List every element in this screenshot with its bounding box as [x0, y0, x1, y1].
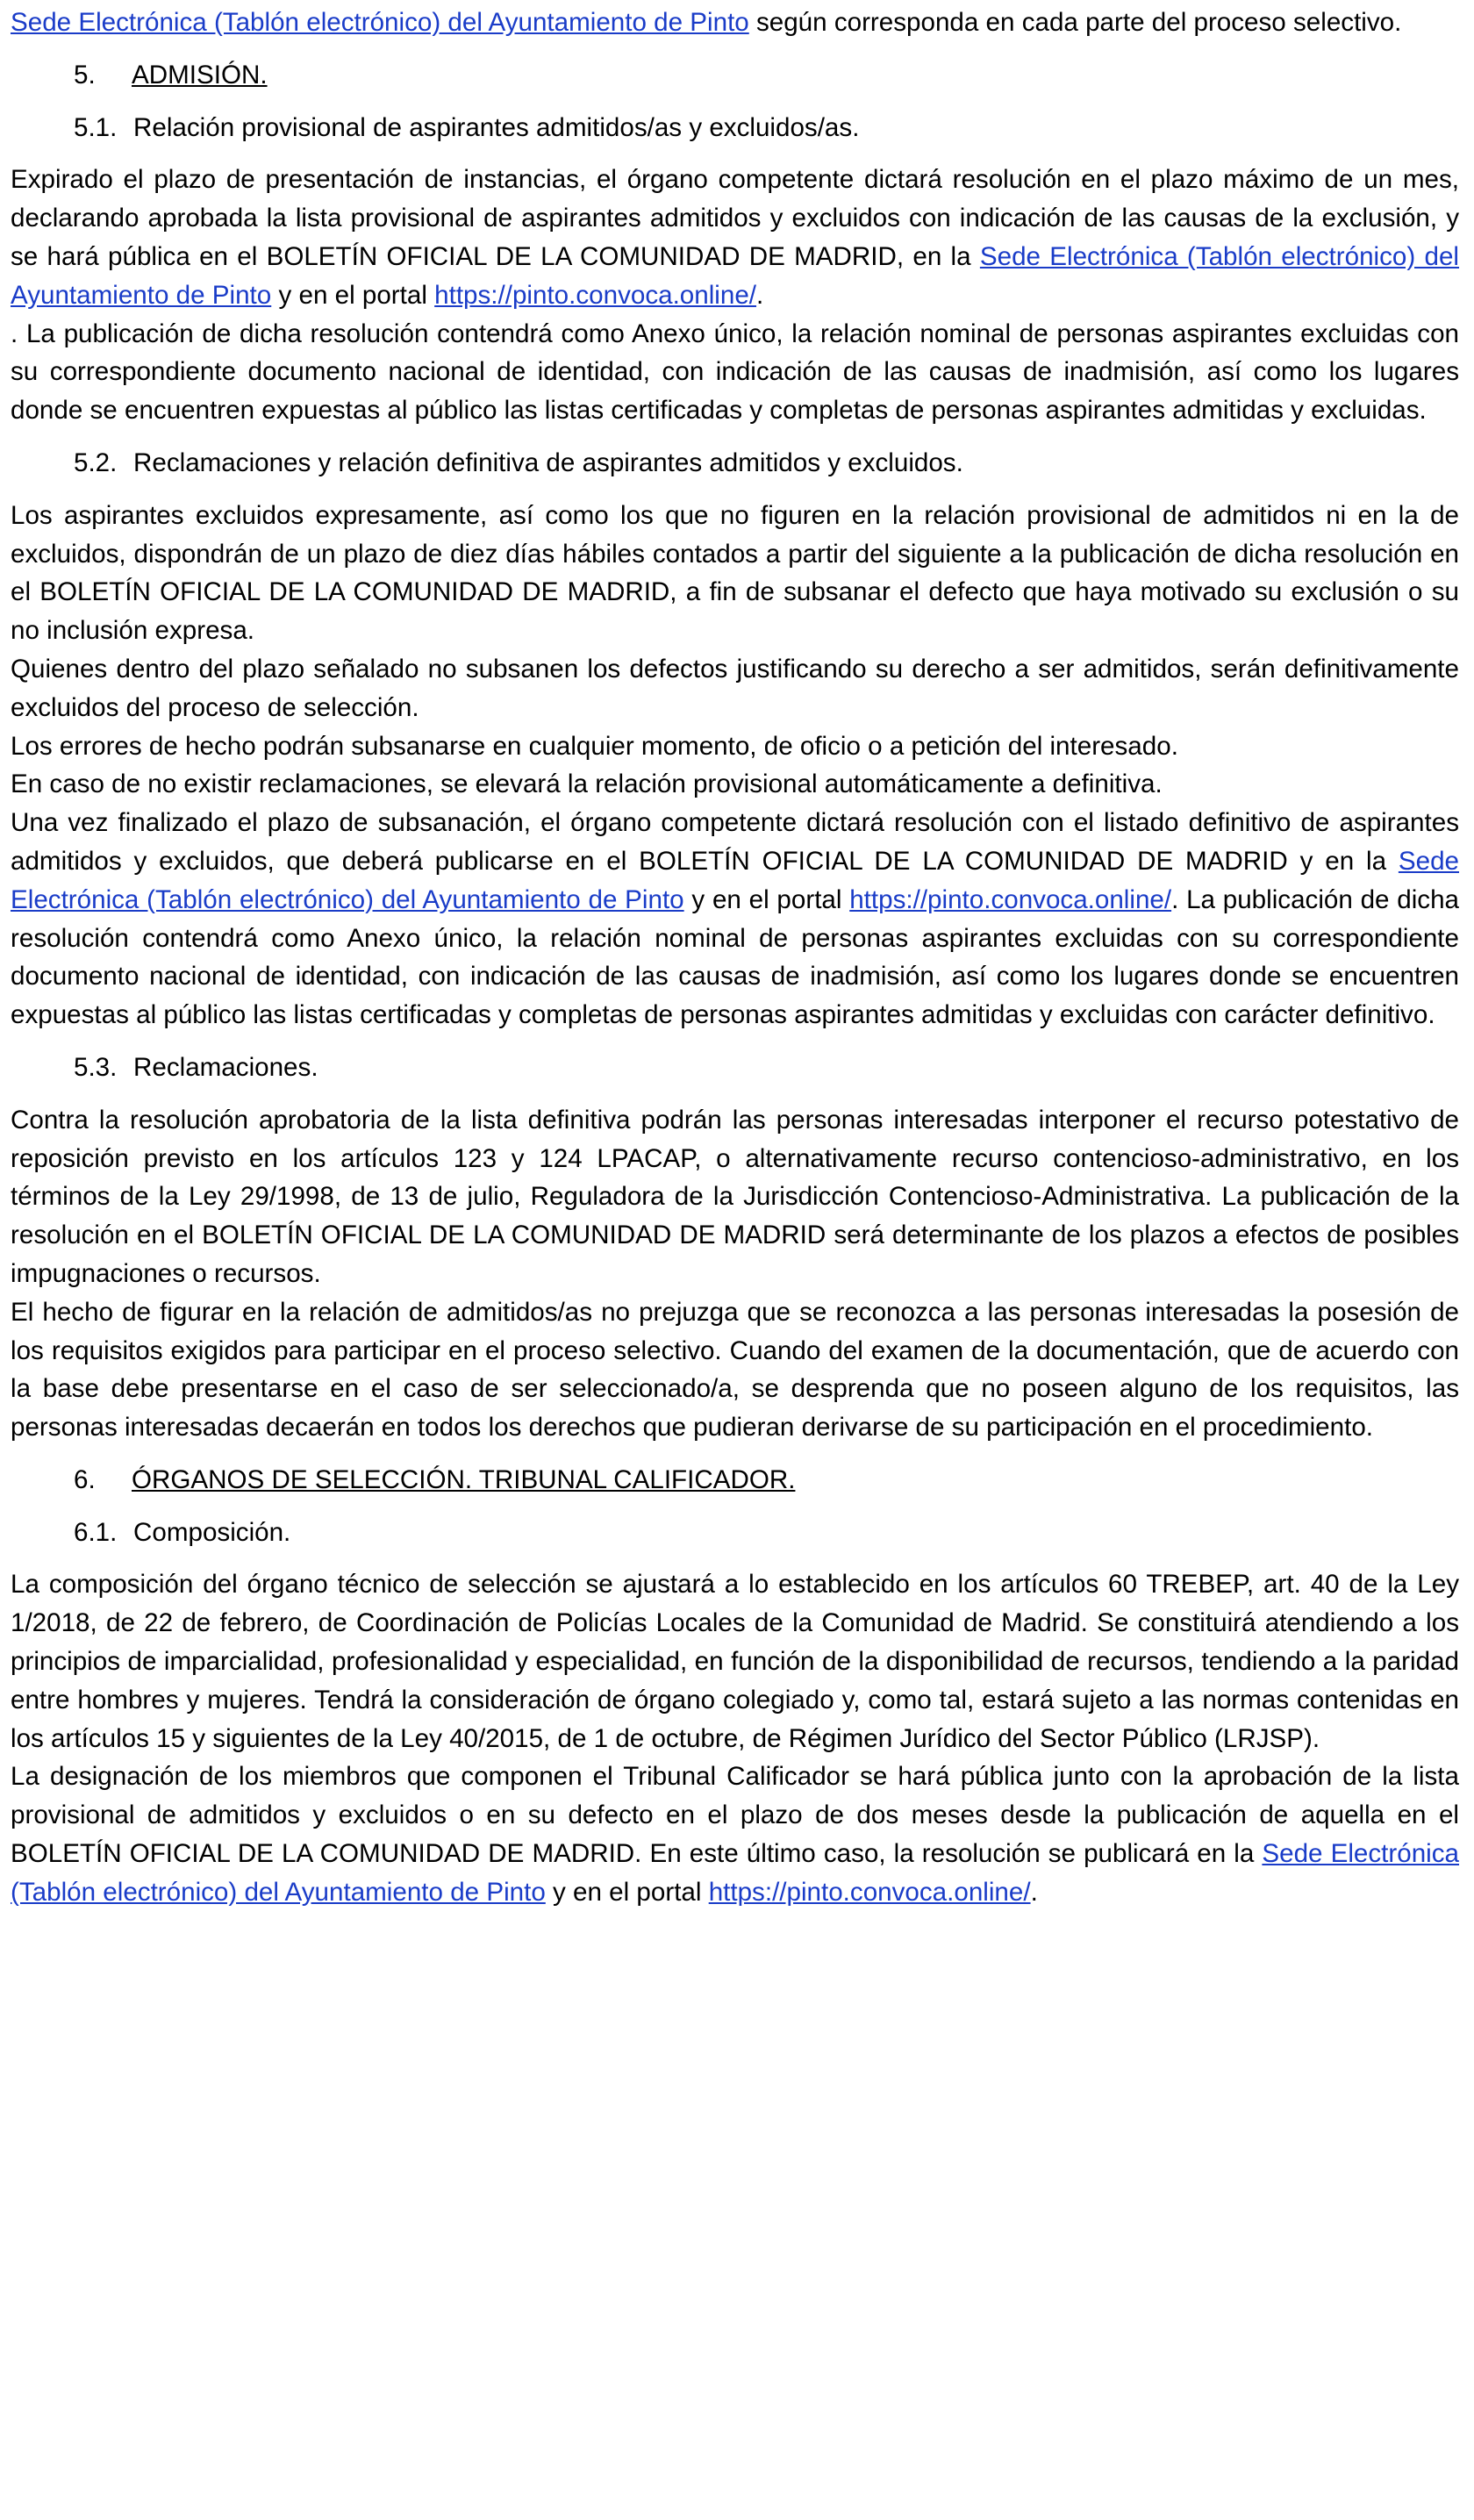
paragraph-6-1b: La designación de los miembros que componen el Tribunal Calificador se hará pública junto con la aprobación de la lista provisional de admitidos y excluidos o en su defecto en el plazo de dos meses desde la publicación de aquella en el BOLETÍN OFICIAL DE LA COMUNIDAD DE MADRID. En este último caso, la resolución se publicará en la Sede Electrónica (Tablón electrónico) del Ayuntamiento de Pinto y en el portal https://pinto.convoca.online/. [11, 1762, 1460, 1907]
paragraph-5-2a: Los aspirantes excluidos expresamente, así como los que no figuren en la relación provisional de admitidos ni en la de excluidos, dispondrán de un plazo de diez días hábiles contados a partir del siguiente a la publicación de dicha resolución en el BOLETÍN OFICIAL DE LA COMUNIDAD DE MADRID, a fin de subsanar el defecto que haya motivado su exclusión o su no inclusión expresa. [11, 500, 1459, 646]
paragraph-5-2c: Los errores de hecho podrán subsanarse en cualquier momento, de oficio o a petición del interesado. [11, 731, 1178, 761]
section-5-2-heading: 5.2. Reclamaciones y relación definitiva de aspirantes admitidos y excluidos. [74, 447, 963, 477]
intro-paragraph: Sede Electrónica (Tablón electrónico) del Ayuntamiento de Pinto según corresponda en cada parte del proceso selectivo. [11, 8, 1402, 37]
section-5-heading: 5. ADMISIÓN. [74, 60, 268, 89]
section-5-3-heading: 5.3. Reclamaciones. [74, 1052, 318, 1082]
paragraph-5-1a: Expirado el plazo de presentación de instancias, el órgano competente dictará resolución en el plazo máximo de un mes, declarando aprobada la lista provisional de aspirantes admitidos y excluidos con indicación de las causas de la exclusión, y se hará pública en el BOLETÍN OFICIAL DE LA COMUNIDAD DE MADRID, en la Sede Electrónica (Tablón electrónico) del Ayuntamiento de Pinto y en el portal https://pinto.convoca.online/. [11, 165, 1460, 310]
portal-link[interactable]: https://pinto.convoca.online/ [708, 1877, 1031, 1907]
document-body [11, 4, 1459, 1912]
paragraph-5-2b: Quienes dentro del plazo señalado no subsanen los defectos justificando su derecho a ser admitidos, serán definitivamente excluidos del proceso de selección. [11, 654, 1459, 722]
paragraph-5-3b: El hecho de figurar en la relación de admitidos/as no prejuzga que se reconozca a las personas interesadas la posesión de los requisitos exigidos para participar en el proceso selectivo. Cuando del examen de la documentación, que de acuerdo con la base debe presentarse en el caso de ser seleccionado/a, se desprenda que no poseen alguno de los requisitos, las personas interesadas decaerán en todos los derechos que pudieran derivarse de su participación en el procedimiento. [11, 1297, 1459, 1443]
paragraph-5-2d: En caso de no existir reclamaciones, se elevará la relación provisional automáticamente a definitiva. [11, 770, 1163, 799]
paragraph-5-1b: . La publicación de dicha resolución contendrá como Anexo único, la relación nominal de personas aspirantes excluidas con su correspondiente documento nacional de identidad, con indicación de las causas de inadmisión, así como los lugares donde se encuentren expuestas al público las listas certificadas y completas de personas aspirantes admitidas y excluidas. [11, 319, 1459, 426]
sede-link[interactable]: Sede Electrónica (Tablón electrónico) del Ayuntamiento de Pinto [11, 1839, 1460, 1907]
section-5-1-heading: 5.1. Relación provisional de aspirantes admitidos/as y excluidos/as. [74, 112, 860, 142]
sede-link[interactable]: Sede Electrónica (Tablón electrónico) del Ayuntamiento de Pinto [11, 8, 749, 37]
portal-link[interactable]: https://pinto.convoca.online/ [849, 884, 1172, 914]
paragraph-5-3a: Contra la resolución aprobatoria de la lista definitiva podrán las personas interesadas interponer el recurso potestativo de reposición previsto en los artículos 123 y 124 LPACAP, o alternativamente recurso contencioso-administrativo, en los términos de la Ley 29/1998, de 13 de julio, Reguladora de la Jurisdicción Contencioso-Administrativa. La publicación de la resolución en el BOLETÍN OFICIAL DE LA COMUNIDAD DE MADRID será determinante de los plazos a efectos de posibles impugnaciones o recursos. [11, 1105, 1459, 1288]
section-6-1-heading: 6.1. Composición. [74, 1517, 291, 1547]
paragraph-6-1a: La composición del órgano técnico de selección se ajustará a lo establecido en los artículos 60 TREBEP, art. 40 de la Ley 1/2018, de 22 de febrero, de Coordinación de Policías Locales de la Comunidad de Madrid. Se constituirá atendiendo a los principios de imparcialidad, profesionalidad y especialidad, en función de la disponibilidad de recursos, tendiendo a la paridad entre hombres y mujeres. Tendrá la consideración de órgano colegiado y, como tal, estará sujeto a las normas contenidas en los artículos 15 y siguientes de la Ley 40/2015, de 1 de octubre, de Régimen Jurídico del Sector Público (LRJSP). [11, 1570, 1459, 1753]
portal-link[interactable]: https://pinto.convoca.online/ [434, 280, 757, 310]
sede-link[interactable]: Sede Electrónica (Tablón electrónico) del Ayuntamiento de Pinto [11, 846, 1459, 914]
paragraph-5-2e: Una vez finalizado el plazo de subsanación, el órgano competente dictará resolución con el listado definitivo de aspirantes admitidos y excluidos, que deberá publicarse en el BOLETÍN OFICIAL DE LA COMUNIDAD DE MADRID y en la Sede Electrónica (Tablón electrónico) del Ayuntamiento de Pinto y en el portal https://pinto.convoca.online/. La publicación de dicha resolución contendrá como Anexo único, la relación nominal de personas aspirantes excluidas con su correspondiente documento nacional de identidad, con indicación de las causas de inadmisión, así como los lugares donde se encuentren expuestas al público las listas certificadas y completas de personas aspirantes admitidas y excluidas con carácter definitivo. [11, 808, 1460, 1030]
section-6-heading: 6. ÓRGANOS DE SELECCIÓN. TRIBUNAL CALIFICADOR. [74, 1464, 796, 1494]
sede-link[interactable]: Sede Electrónica (Tablón electrónico) del Ayuntamiento de Pinto [11, 241, 1460, 310]
